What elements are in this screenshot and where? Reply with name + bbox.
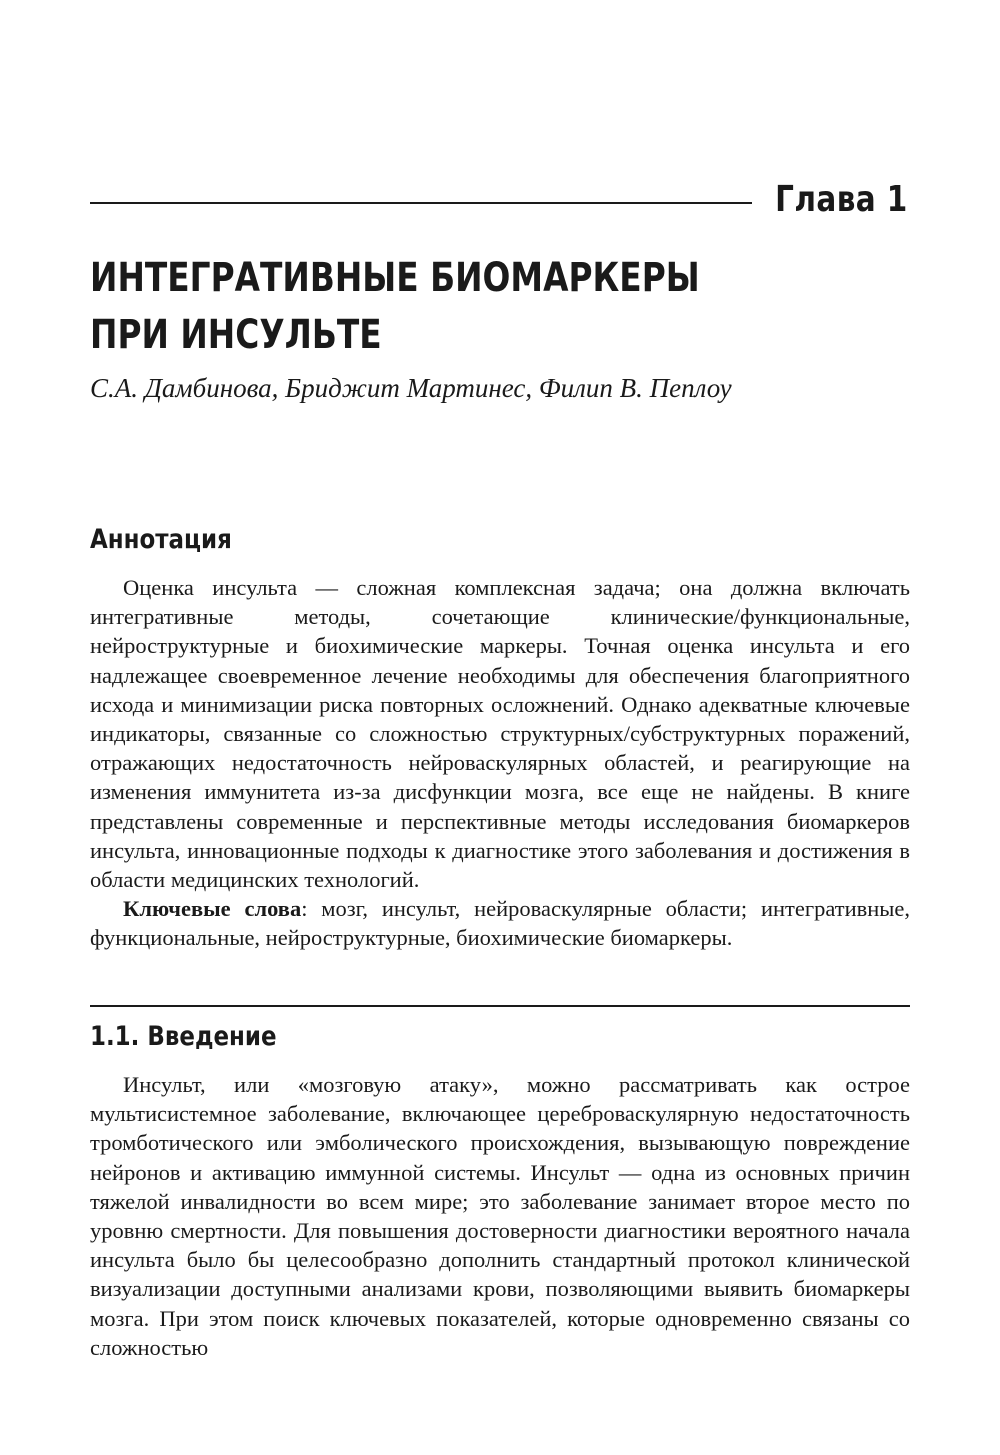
- intro-body: [90, 1070, 910, 1362]
- keywords-paragraph: [90, 894, 910, 952]
- keywords-label: Ключевые слова: [123, 896, 302, 922]
- chapter-rule: [90, 202, 752, 204]
- chapter-title: [90, 250, 700, 364]
- abstract-body: [90, 573, 910, 953]
- chapter-title-line-2: ПРИ ИНСУЛЬТЕ: [90, 312, 382, 358]
- chapter-number: Глава 1: [775, 179, 908, 220]
- chapter-title-line-1: ИНТЕГРАТИВНЫЕ БИОМАРКЕРЫ: [90, 255, 700, 301]
- section-rule: [90, 1005, 910, 1007]
- intro-heading: 1.1. Введение: [90, 1021, 277, 1052]
- abstract-paragraph: Оценка инсульта — сложная комплексная задача; она должна включать интегративные методы, сочетающие клинические/функциональные, нейроструктурные и биохимические маркеры. Точная оценка инсульта и его надлежащее своевременное лечение необходимы для обеспечения благоприятного исхода и минимизации риска повторных осложнений. Однако адекватные ключевые индикаторы, связанные со сложностью структурных/субструктурных поражений, отражающих недостаточность нейроваскулярных областей, и реагирующие на изменения иммунитета из-за дисфункции мозга, все еще не найдены. В книге представлены современные и перспективные методы исследования биомаркеров инсульта, инновационные подходы к диагностике этого заболевания и достижения в области медицинских технологий.: [90, 575, 910, 893]
- keywords-text: : мозг, инсульт, нейроваскулярные области; интегративные, функциональные, нейроструктурные, биохимические биомаркеры.: [90, 896, 911, 951]
- intro-paragraph: Инсульт, или «мозговую атаку», можно рассматривать как острое мультисистемное заболевание, включающее цереброваскулярную недостаточность тромботического или эмболического происхождения, вызывающую повреждение нейронов и активацию иммунной системы. Инсульт — одна из основных причин тяжелой инвалидности во всем мире; это заболевание занимает второе место по уровню смертности. Для повышения достоверности диагностики вероятного начала инсульта было бы целесообразно дополнить стандартный протокол клинической визуализации доступными анализами крови, позволяющими выявить биомаркеры мозга. При этом поиск ключевых показателей, которые одновременно связаны со сложностью: [90, 1072, 910, 1360]
- authors: С.А. Дамбинова, Бриджит Мартинес, Филип В. Пеплоу: [90, 373, 732, 403]
- abstract-heading: Аннотация: [90, 524, 232, 555]
